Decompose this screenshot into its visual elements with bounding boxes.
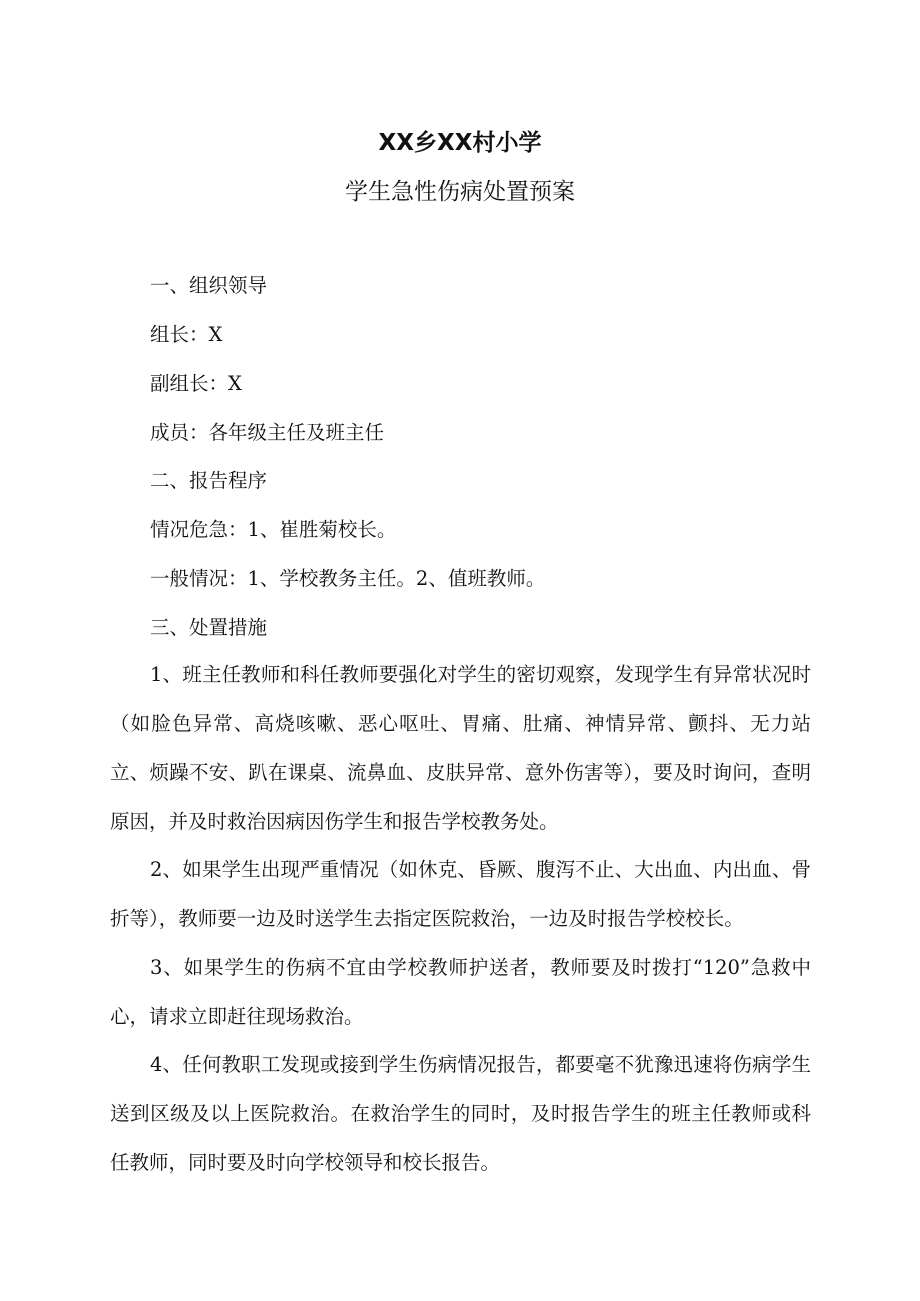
section-heading-measures: 三、处置措施 — [150, 616, 268, 639]
general-report-line: 一般情况：1、学校教务主任。2、值班教师。 — [150, 567, 546, 590]
measure-paragraph-2: 2、如果学生出现严重情况（如休克、昏厥、腹泻不止、大出血、内出血、骨折等），教师要一边及时送学生去指定医院救治，一边及时报告学校校长。 — [110, 858, 811, 930]
members-line: 成员：各年级主任及班主任 — [150, 421, 385, 444]
document-title-plan: 学生急性伤病处置预案 — [345, 179, 575, 205]
section-heading-reporting: 二、报告程序 — [150, 469, 268, 492]
measure-paragraph-4: 4、任何教职工发现或接到学生伤病情况报告，都要毫不犹豫迅速将伤病学生送到区级及以上医院救治。在救治学生的同时，及时报告学生的班主任教师或科任教师，同时要及时向学校领导和校长报告。 — [110, 1053, 811, 1174]
document-title-school: XX乡XX村小学 — [378, 130, 542, 156]
urgent-report-line: 情况危急：1、崔胜菊校长。 — [150, 518, 397, 541]
deputy-leader-line: 副组长：X — [150, 372, 242, 395]
measure-paragraph-1: 1、班主任教师和科任教师要强化对学生的密切观察，发现学生有异常状况时（如脸色异常、高烧咳嗽、恶心呕吐、胃痛、肚痛、神情异常、颤抖、无力站立、烦躁不安、趴在课桌、流鼻血、皮肤异常、意外伤害等），要及时询问，查明原因，并及时救治因病因伤学生和报告学校教务处。 — [110, 663, 811, 833]
section-heading-organization: 一、组织领导 — [150, 274, 268, 297]
measure-paragraph-3: 3、如果学生的伤病不宜由学校教师护送者，教师要及时拨打“120”急救中心，请求立即赶往现场救治。 — [110, 956, 811, 1028]
leader-line: 组长：X — [150, 323, 223, 346]
